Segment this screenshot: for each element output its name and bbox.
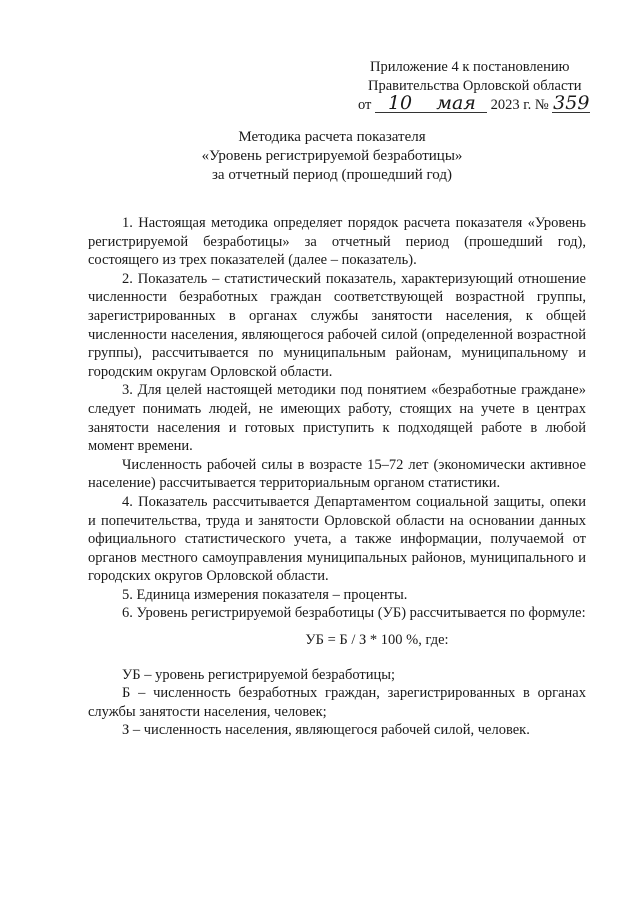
- paragraph-4: Численность рабочей силы в возрасте 15–72 лет (экономически активное население) рассчитывается территориальным органом статистики.: [88, 456, 586, 492]
- document-title: [0, 128, 634, 185]
- appendix-line-2: Правительства Орловской области: [368, 78, 582, 94]
- paragraph-6: 5. Единица измерения показателя – проценты.: [122, 586, 408, 603]
- date-month-field: [425, 92, 487, 114]
- paragraph-1: 1. Настоящая методика определяет порядок расчета показателя «Уровень регистрируемой безработицы» за отчетный период (прошедший год), состоящего из трех показателей (далее – показатель).: [88, 215, 586, 269]
- title-line-2: «Уровень регистрируемой безработицы»: [201, 148, 463, 164]
- date-day-field: [375, 92, 425, 114]
- appendix-date-line: [358, 92, 608, 115]
- decree-number-field: [552, 92, 590, 114]
- definition-1: УБ – уровень регистрируемой безработицы;: [122, 666, 396, 683]
- definition-2: Б – численность безработных граждан, зарегистрированных в органах службы занятости населения, человек;: [88, 685, 586, 720]
- document-body: [88, 214, 586, 740]
- title-line-3: за отчетный период (прошедший год): [212, 167, 452, 183]
- date-year: 2023 г. №: [490, 97, 549, 113]
- paragraph-3: 3. Для целей настоящей методики под понятием «безработные граждане» следует понимать людей, не имеющих работу, стоящих на учете в центрах занятости населения и готовых приступить к подходящей работе в любой момент времени.: [88, 382, 586, 455]
- appendix-header: [358, 58, 608, 115]
- paragraph-5: 4. Показатель рассчитывается Департаментом социальной защиты, опеки и попечительства, труда и занятости Орловской области на основании данных официального статистического учета, а также информации, получаемой от органов местного самоуправления муниципальных районов, муниципального и городских округов Орловской области.: [88, 493, 586, 585]
- formula: УБ = Б / З * 100 %, где:: [305, 632, 449, 649]
- date-prefix: от: [358, 97, 372, 113]
- appendix-line-1: Приложение 4 к постановлению: [370, 59, 570, 75]
- paragraph-2: 2. Показатель – статистический показатель, характеризующий отношение численности безработных граждан соответствующей возрастной группы, зарегистрированных в органах службы занятости населения, к общей численности населения, являющегося рабочей силой (определенной возрастной группы), рассчитывается по муниципальным районам, муниципальному и городским округам Орловской области.: [88, 270, 586, 380]
- paragraph-7: 6. Уровень регистрируемой безработицы (УБ) рассчитывается по формуле:: [122, 605, 586, 622]
- date-day-handwritten: 10: [387, 92, 413, 114]
- decree-number-handwritten: 359: [553, 92, 590, 114]
- definition-3: З – численность населения, являющегося рабочей силой, человек.: [122, 722, 530, 739]
- date-month-handwritten: мая: [436, 92, 476, 114]
- title-line-1: Методика расчета показателя: [238, 129, 426, 145]
